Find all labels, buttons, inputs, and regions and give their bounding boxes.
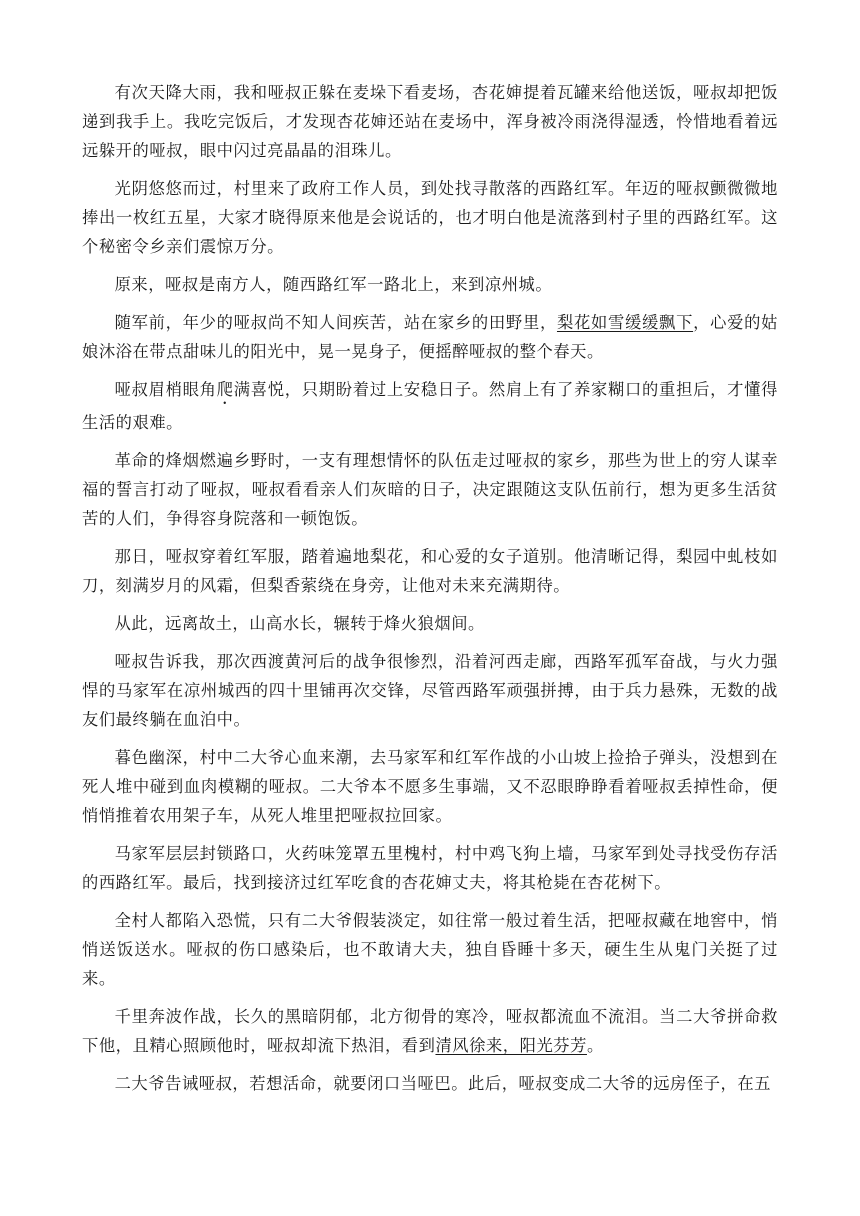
underlined-phrase: 梨花如雪缓缓飘下 [556,313,694,332]
text-segment: 从此，远离故土，山高水长，辗转于烽火狼烟间。 [114,614,485,633]
text-segment: 随军前，年少的哑叔尚不知人间疾苦，站在家乡的田野里， [114,313,557,332]
text-segment: 有次天降大雨，我和哑叔正躲在麦垛下看麦场，杏花婶提着瓦罐来给他送饭，哑叔却把饭递到我手上。我吃完饭后，才发现杏花婶还站在麦场中，浑身被冷雨浇得湿透，怜惜地看着远远躲开的哑叔，眼中闪过亮晶晶的泪珠儿。 [82,83,778,160]
text-segment: 哑叔告诉我，那次西渡黄河后的战争很惨烈，沿着河西走廊，西路军孤军奋战，与火力强悍的马家军在凉州城西的四十里铺再次交锋，尽管西路军顽强拼搏，由于兵力悬殊，无数的战友们最终躺在血泊中。 [82,652,778,729]
text-segment: ，心爱的姑娘沐浴在带点甜味儿的阳光中，晃一晃身子，便摇醉哑叔的整个春天。 [82,313,778,361]
paragraph [82,542,778,600]
underlined-phrase: 清风徐来，阳光芬芳 [435,1036,587,1055]
text-segment: 千里奔波作战，长久的黑暗阴郁，北方彻骨的寒冷，哑叔都流血不流泪。当二大爷拼命救下他，且精心照顾他时，哑叔却流下热泪，看到 [82,1007,778,1055]
text-segment: 满喜悦，只期盼着过上安稳日子。然肩上有了养家糊口的重担后，才懂得生活的艰难。 [82,380,778,432]
text-segment: 二大爷告诫哑叔，若想活命，就要闭口当哑巴。此后，哑叔变成二大爷的远房侄子，在五 [114,1074,772,1093]
paragraph [82,1069,778,1098]
text-segment: 原来，哑叔是南方人，随西路红军一路北上，来到凉州城。 [114,275,553,294]
paragraph [82,174,778,261]
text-segment: 那日，哑叔穿着红军服，踏着遍地梨花，和心爱的女子道别。他清晰记得，梨园中虬枝如刀，刻满岁月的风霜，但梨香萦绕在身旁，让他对未来充满期待。 [82,547,778,595]
paragraph [82,375,778,437]
text-segment: 暮色幽深，村中二大爷心血来潮，去马家军和红军作战的小山坡上捡拾子弹头，没想到在死人堆中碰到血肉模糊的哑叔。二大爷本不愿多生事端，又不忍眼睁睁看着哑叔丢掉性命，便悄悄推着农用架子车，从死人堆里把哑叔拉回家。 [82,748,778,825]
text-segment: 全村人都陷入恐慌，只有二大爷假装淡定，如往常一般过着生活，把哑叔藏在地窖中，悄悄送饭送水。哑叔的伤口感染后，也不敢请大夫，独自昏睡十多天，硬生生从鬼门关挺了过来。 [82,911,778,988]
text-segment: 。 [586,1036,604,1055]
paragraph [82,446,778,533]
document-body [82,78,778,1107]
emphasized-character: 爬 [216,380,234,399]
text-segment: 革命的烽烟燃遍乡野时，一支有理想情怀的队伍走过哑叔的家乡，那些为世上的穷人谋幸福的誓言打动了哑叔，哑叔看看亲人们灰暗的日子，决定跟随这支队伍前行，想为更多生活贫苦的人们，争得容身院落和一顿饱饭。 [82,451,778,528]
paragraph [82,308,778,366]
paragraph [82,647,778,734]
text-segment: 光阴悠悠而过，村里来了政府工作人员，到处找寻散落的西路红军。年迈的哑叔颤微微地捧出一枚红五星，大家才晓得原来他是会说话的，也才明白他是流落到村子里的西路红军。这个秘密令乡亲们震惊万分。 [82,179,778,256]
paragraph [82,270,778,299]
text-segment: 马家军层层封锁路口，火药味笼罩五里槐村，村中鸡飞狗上墙，马家军到处寻找受伤存活的西路红军。最后，找到接济过红军吃食的杏花婶丈夫，将其枪毙在杏花树下。 [82,844,778,892]
paragraph [82,839,778,897]
paragraph [82,609,778,638]
paragraph [82,1002,778,1060]
text-segment: 哑叔眉梢眼角 [114,380,217,399]
paragraph [82,906,778,993]
paragraph [82,743,778,830]
paragraph [82,78,778,165]
